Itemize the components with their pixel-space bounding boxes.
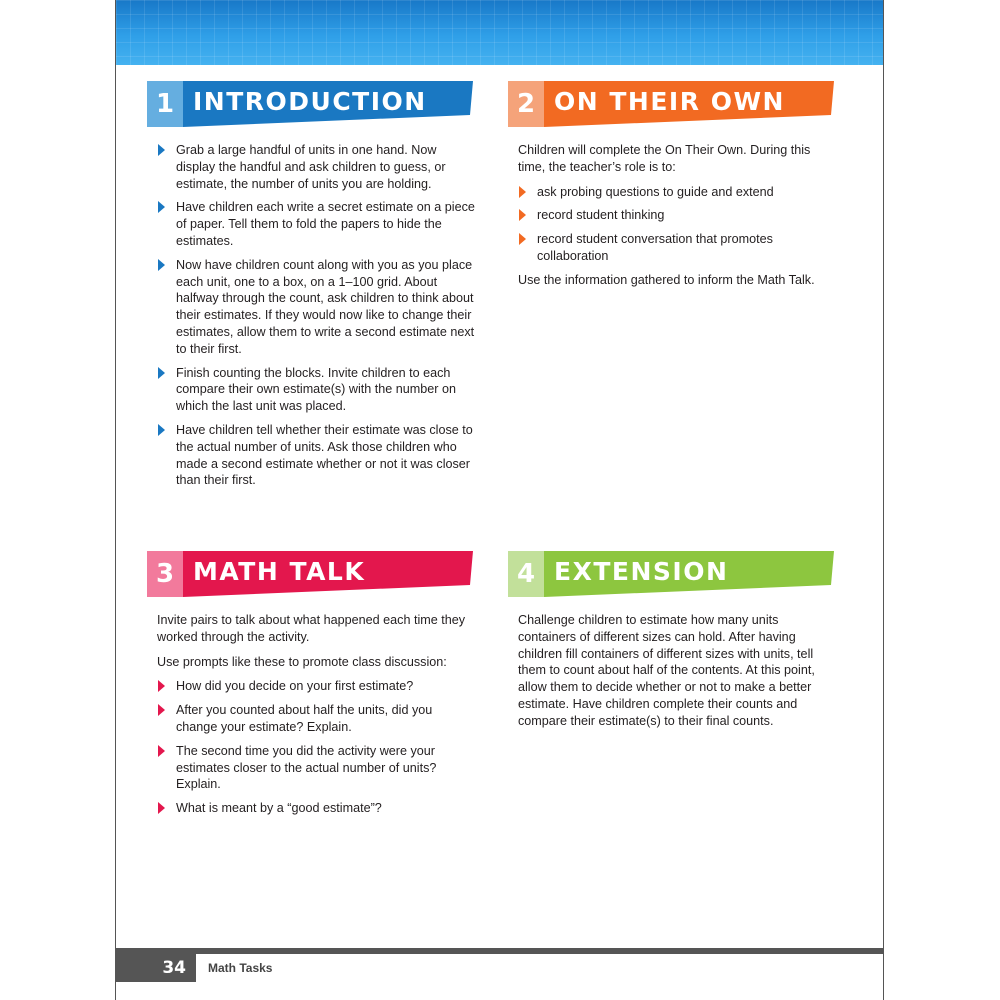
- section-body: [157, 142, 475, 496]
- bullet-arrow-icon: [158, 367, 165, 379]
- section-banner: [147, 551, 473, 597]
- list-item: record student conversation that promotes collaboration: [518, 231, 828, 265]
- page-number: 34: [116, 954, 196, 982]
- bullet-arrow-icon: [158, 201, 165, 213]
- section-intro-text: Children will complete the On Their Own. During this time, the teacher’s role is to:: [518, 143, 811, 174]
- bullet-arrow-icon: [158, 424, 165, 436]
- section-number: 4: [516, 559, 536, 589]
- section-intro-text: Use prompts like these to promote class discussion:: [157, 654, 447, 669]
- section-number: 1: [155, 89, 175, 119]
- bullet-arrow-icon: [158, 802, 165, 814]
- bullet-arrow-icon: [158, 259, 165, 271]
- section-body: [157, 612, 475, 824]
- list-item: Have children each write a secret estimate on a piece of paper. Tell them to fold the papers to hide the estimates.: [157, 199, 475, 249]
- bullet-arrow-icon: [158, 745, 165, 757]
- header-band: [116, 0, 883, 65]
- list-item: ask probing questions to guide and extend: [518, 184, 828, 201]
- bullet-arrow-icon: [158, 144, 165, 156]
- bullet-list: [157, 678, 475, 817]
- list-item: Finish counting the blocks. Invite children to each compare their own estimate(s) with the number on which the last unit was placed.: [157, 365, 475, 415]
- section-number: 3: [155, 559, 175, 589]
- list-item: The second time you did the activity were your estimates closer to the actual number of units? Explain.: [157, 743, 475, 793]
- bullet-arrow-icon: [519, 233, 526, 245]
- bullet-arrow-icon: [519, 186, 526, 198]
- bullet-arrow-icon: [519, 209, 526, 221]
- section-outro-text: Use the information gathered to inform the Math Talk.: [518, 272, 815, 287]
- page: [115, 0, 884, 1000]
- section-title: EXTENSION: [554, 557, 729, 586]
- section-banner: [508, 551, 834, 597]
- bullet-arrow-icon: [158, 704, 165, 716]
- section-title: INTRODUCTION: [193, 87, 427, 116]
- section-banner: [508, 81, 834, 127]
- list-item: How did you decide on your first estimate?: [157, 678, 475, 695]
- section-intro-text: Invite pairs to talk about what happened each time they worked through the activity.: [157, 613, 466, 644]
- footer-label: Math Tasks: [208, 961, 273, 975]
- section-title: MATH TALK: [193, 557, 366, 586]
- section-body-text: Challenge children to estimate how many units containers of different sizes can hold. After having children fill containers of different sizes with units, tell them to count about half of the contents. At this point, allow them to decide whether or not to make a better estimate. Have children complete their counts and compare their estimate(s) to their final counts.: [518, 613, 815, 728]
- bullet-list: [157, 142, 475, 489]
- list-item: What is meant by a “good estimate”?: [157, 800, 475, 817]
- section-body: [518, 142, 828, 297]
- list-item: Now have children count along with you as you place each unit, one to a box, on a 1–100 grid. About halfway through the count, ask children to think about their estimates. If they would now like to change their estimates, allow them to write a second estimate next to their first.: [157, 257, 475, 358]
- section-banner: [147, 81, 473, 127]
- list-item: After you counted about half the units, did you change your estimate? Explain.: [157, 702, 475, 736]
- bullet-arrow-icon: [158, 680, 165, 692]
- section-title: ON THEIR OWN: [554, 87, 785, 116]
- list-item: record student thinking: [518, 207, 828, 224]
- section-number: 2: [516, 89, 536, 119]
- bullet-list: [518, 184, 828, 265]
- list-item: Have children tell whether their estimate was close to the actual number of units. Ask those children who made a second estimate whether or not it was closer than their first.: [157, 422, 475, 489]
- section-body: [518, 612, 826, 738]
- list-item: Grab a large handful of units in one hand. Now display the handful and ask children to guess, or estimate, the number of units you are holding.: [157, 142, 475, 192]
